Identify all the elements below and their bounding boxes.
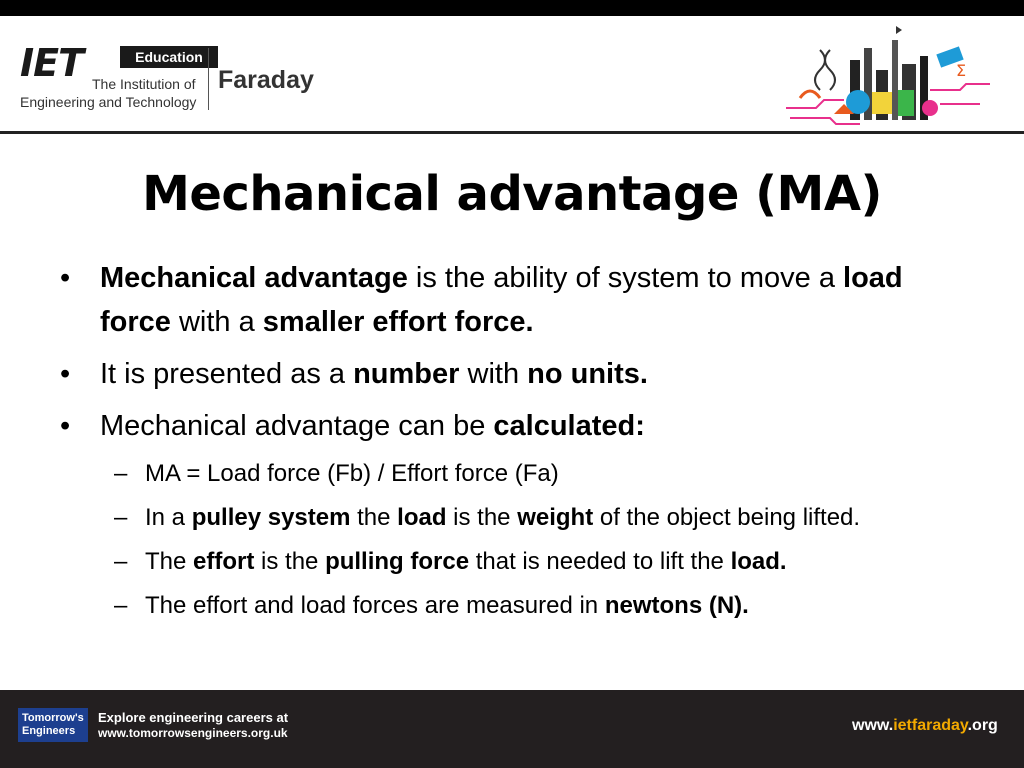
- text: is the: [446, 504, 518, 531]
- svg-text:Σ: Σ: [956, 61, 967, 80]
- top-bar: [0, 0, 1024, 16]
- te-logo-line2: Engineers: [22, 725, 76, 737]
- text: Mechanical advantage can be: [100, 410, 494, 442]
- text: with a: [170, 306, 263, 338]
- text: It is presented as a: [100, 358, 354, 390]
- bullet-item: [60, 256, 960, 344]
- iet-org-line2: Engineering and Technology: [20, 94, 197, 110]
- sub-bullet-item: [60, 456, 960, 492]
- education-badge: Education: [120, 46, 218, 68]
- logo-divider: [208, 48, 209, 110]
- sub-bullet-item: [60, 544, 960, 580]
- careers-url[interactable]: www.tomorrowsengineers.org.uk: [98, 726, 288, 740]
- bold-text: Mechanical advantage: [100, 262, 408, 294]
- bold-text: pulley system: [191, 504, 351, 531]
- ietfaraday-url[interactable]: [852, 717, 998, 735]
- careers-text: Explore engineering careers at: [98, 710, 289, 725]
- bold-text: smaller effort force.: [262, 306, 534, 338]
- bold-text: calculated:: [493, 410, 645, 442]
- faraday-brand: Faraday: [218, 66, 314, 94]
- text: In a: [145, 504, 192, 531]
- bold-text: newtons (N).: [604, 592, 749, 619]
- text: that is needed to lift the: [469, 548, 731, 575]
- iet-logo-letters: IET: [20, 41, 84, 85]
- engineering-collage-illustration: [780, 20, 998, 132]
- footer: [0, 690, 1024, 768]
- bold-text: load force: [100, 262, 903, 338]
- text: is the ability of system to move a: [407, 262, 844, 294]
- text: The effort and load forces are measured in: [145, 592, 605, 619]
- text: MA = Load force (Fb) / Effort force (Fa): [145, 460, 559, 487]
- bullet-list: [60, 256, 960, 632]
- bullet-item: [60, 404, 960, 448]
- tomorrows-engineers-logo: [18, 708, 88, 742]
- slide-title: Mechanical advantage (MA): [142, 166, 882, 222]
- site-suffix: .org: [967, 717, 998, 734]
- bold-text: load.: [730, 548, 787, 575]
- bold-text: number: [353, 358, 460, 390]
- bold-text: no units.: [527, 358, 648, 390]
- text: of the object being lifted.: [593, 504, 861, 531]
- iet-logo: [20, 41, 320, 110]
- bullet-item: [60, 352, 960, 396]
- sub-bullet-item: [60, 588, 960, 624]
- iet-org-line1: The Institution of: [92, 76, 196, 92]
- site-prefix: www.: [852, 717, 894, 734]
- te-logo-line1: Tomorrow's: [22, 712, 84, 724]
- sub-bullet-item: [60, 500, 960, 536]
- text: with: [459, 358, 528, 390]
- site-brand: ietfaraday: [893, 717, 968, 734]
- text: is the: [254, 548, 326, 575]
- text: The: [145, 548, 194, 575]
- bold-text: effort: [193, 548, 255, 575]
- bold-text: load: [397, 504, 447, 531]
- bold-text: weight: [517, 504, 594, 531]
- text: the: [350, 504, 398, 531]
- bold-text: pulling force: [325, 548, 470, 575]
